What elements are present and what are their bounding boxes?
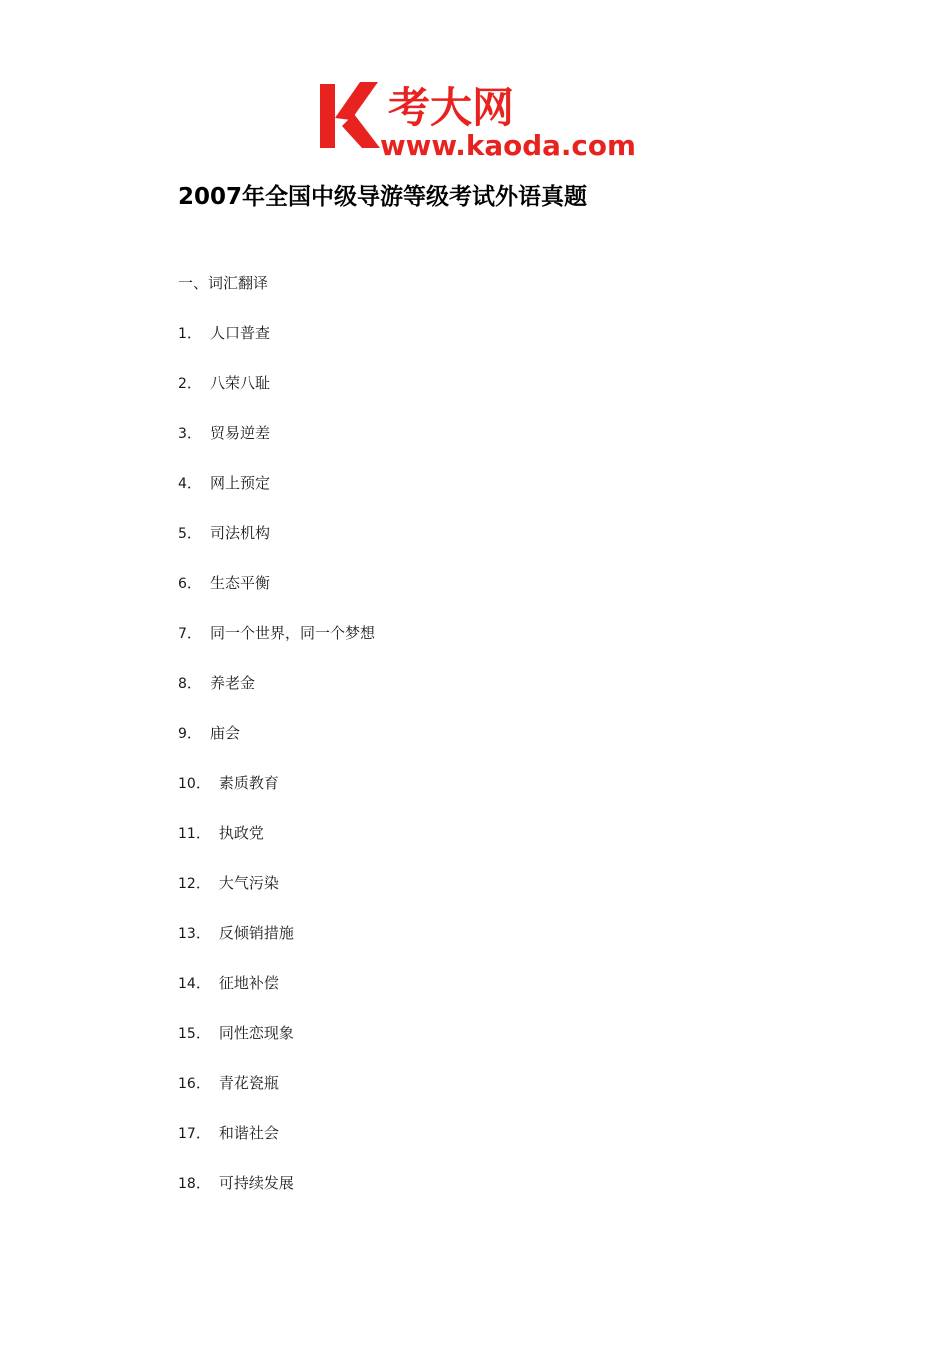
list-item [178,622,375,672]
item-number: 9 [178,726,187,742]
item-separator: ． [195,874,211,892]
item-number: 6 [178,576,187,592]
list-item [178,572,375,622]
item-text: 可持续发展 [218,1174,294,1192]
list-item [178,972,375,1022]
item-text: 司法机构 [209,524,270,542]
item-text: 和谐社会 [218,1124,279,1142]
item-text: 养老金 [209,674,255,692]
item-separator: ． [186,524,202,542]
list-item [178,372,375,422]
item-separator: ． [195,1124,211,1142]
item-separator: ． [186,674,202,692]
item-separator: ． [195,1024,211,1042]
logo-url-text: www.kaoda.com [380,129,636,160]
list-item [178,1172,375,1222]
item-number: 17 [178,1126,196,1142]
item-number: 2 [178,376,187,392]
item-number: 13 [178,926,196,942]
list-item [178,522,375,572]
item-text: 八荣八耻 [209,374,270,392]
item-number: 12 [178,876,196,892]
list-item [178,922,375,972]
item-text: 反倾销措施 [218,924,294,942]
item-text: 素质教育 [218,774,279,792]
item-text: 贸易逆差 [209,424,270,442]
list-item [178,422,375,472]
item-separator: ． [186,624,202,642]
list-item [178,472,375,522]
item-number: 15 [178,1026,196,1042]
item-text: 青花瓷瓶 [218,1074,279,1092]
item-number: 14 [178,976,196,992]
item-separator: ． [186,374,202,392]
item-number: 7 [178,626,187,642]
item-text: 人口普查 [209,324,270,342]
logo-cn-text: 考大网 [388,83,515,132]
list-item [178,1022,375,1072]
item-text: 执政党 [218,824,264,842]
item-separator: ． [195,1174,211,1192]
item-separator: ． [195,824,211,842]
item-separator: ． [195,924,211,942]
item-separator: ． [195,974,211,992]
list-item [178,1072,375,1122]
list-item [178,772,375,822]
item-number: 4 [178,476,187,492]
item-number: 8 [178,676,187,692]
list-item [178,872,375,922]
item-separator: ． [186,424,202,442]
kaoda-logo-graphic [318,78,638,160]
item-number: 5 [178,526,187,542]
section-heading: 一、词汇翻译 [178,274,269,292]
item-separator: ． [186,324,202,342]
vocabulary-list [178,322,375,1222]
item-number: 16 [178,1076,196,1092]
list-item [178,722,375,772]
item-number: 18 [178,1176,196,1192]
kaoda-logo [318,78,638,160]
item-text: 网上预定 [209,474,270,492]
list-item [178,672,375,722]
item-number: 1 [178,326,187,342]
item-separator: ． [195,774,211,792]
list-item [178,822,375,872]
item-text: 征地补偿 [218,974,279,992]
item-number: 10 [178,776,196,792]
k-mark-icon [320,82,380,148]
item-text: 同性恋现象 [218,1024,294,1042]
item-separator: ． [186,724,202,742]
item-text: 大气污染 [218,874,279,892]
item-text: 生态平衡 [209,574,270,592]
list-item [178,322,375,372]
list-item [178,1122,375,1172]
item-text: 同一个世界，同一个梦想 [209,624,375,642]
page-title: 2007年全国中级导游等级考试外语真题 [178,184,588,210]
item-number: 3 [178,426,187,442]
item-separator: ． [195,1074,211,1092]
item-number: 11 [178,826,196,842]
item-separator: ． [186,574,202,592]
item-text: 庙会 [209,724,240,742]
item-separator: ． [186,474,202,492]
